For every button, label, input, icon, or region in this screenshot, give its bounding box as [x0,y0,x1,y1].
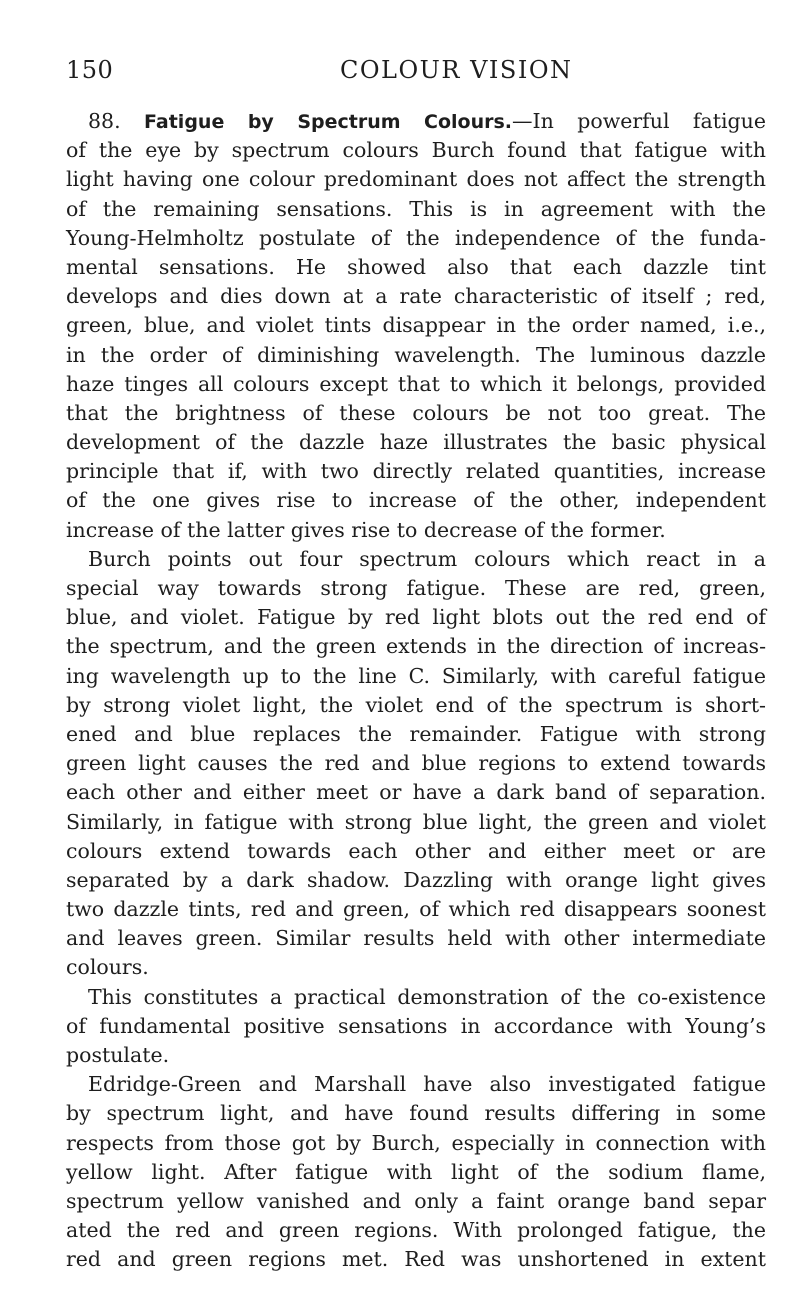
section-title: Fatigue by Spectrum Colours. [144,111,513,133]
text-line: ing wavelength up to the line C. Similarly, with careful fatigue [66,663,766,688]
text-line: Burch points out four spectrum colours which react in a [88,546,766,571]
text-line: of the one gives rise to increase of the other, independent [66,488,766,513]
text-line: This constitutes a practical demonstration of the co-existence [88,984,766,1009]
text-line: ened and blue replaces the remainder. Fatigue with strong [66,721,766,746]
text-line: special way towards strong fatigue. These are red, green, [66,576,766,600]
text-line: blue, and violet. Fatigue by red light blots out the red end of [66,605,766,630]
text-line: postulate. [66,1043,170,1067]
text-line: development of the dazzle haze illustrates the basic physical [66,430,766,455]
text-line: colours extend towards each other and either meet or are [66,838,766,863]
text-line: ated the red and green regions. With prolonged fatigue, the [66,1218,766,1243]
text-line: each other and either meet or have a dark band of separation. [66,780,766,805]
text-line: yellow light. After fatigue with light of the sodium flame, [66,1159,766,1184]
running-head: COLOUR VISION [340,56,573,84]
text-line: Young-Helmholtz postulate of the independence of the funda- [66,225,766,250]
text-line: of fundamental positive sensations in accordance with Young’s [66,1013,766,1038]
page-header [66,56,764,96]
text-line: by spectrum light, and have found results differing in some [66,1101,766,1126]
text-line: red and green regions met. Red was unshortened in extent [66,1247,766,1272]
text-line: of the remaining sensations. This is in agreement with the [66,196,766,221]
text-line: spectrum yellow vanished and only a faint orange band separ [66,1188,766,1213]
text-line: mental sensations. He showed also that each dazzle tint [66,254,766,279]
section-number: 88. [88,109,121,133]
text-line: haze tinges all colours except that to which it belongs, provided [66,371,766,396]
text-line: by strong violet light, the violet end of the spectrum is short- [66,692,766,717]
text-line: in the order of diminishing wavelength. The luminous dazzle [66,342,766,367]
text-line: Edridge-Green and Marshall have also investigated fatigue [88,1072,766,1097]
text-line: that the brightness of these colours be not too great. The [66,400,766,425]
text-line: increase of the latter gives rise to decrease of the former. [66,517,666,542]
text-line: light having one colour predominant does not affect the strength [66,167,766,192]
text-line: of the eye by spectrum colours Burch found that fatigue with [66,138,766,163]
section-first-line: —In powerful fatigue [512,109,766,133]
text-line: separated by a dark shadow. Dazzling with orange light gives [66,867,766,892]
page-number: 150 [66,56,114,84]
text-line: green, blue, and violet tints disappear in the order named, i.e., [66,313,766,338]
text-line: respects from those got by Burch, especially in connection with [66,1130,766,1155]
text-line: two dazzle tints, red and green, of which red disappears soonest [66,897,766,922]
text-line: green light causes the red and blue regions to extend towards [66,751,766,776]
text-line: principle that if, with two directly related quantities, increase [66,459,766,484]
section-heading-line [66,107,766,136]
body-text [66,107,766,1275]
text-line: and leaves green. Similar results held with other intermediate [66,926,766,951]
text-line: the spectrum, and the green extends in the direction of increas- [66,634,766,659]
text-line: Similarly, in fatigue with strong blue light, the green and violet [66,809,766,834]
text-line: develops and dies down at a rate characteristic of itself ; red, [66,284,766,309]
text-line: colours. [66,955,149,980]
